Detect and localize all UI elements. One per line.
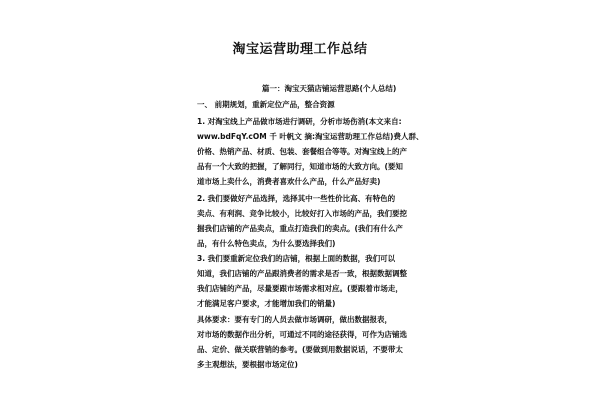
body-line: 知道，我们店铺的产品跟消费者的需求是否一致，根据数据调整 xyxy=(197,269,407,278)
body-line: 多主观想法，要根据市场定位) xyxy=(197,360,298,369)
body-line: 对市场的数据作出分析，可通过不同的途径获得，可作为店铺选 xyxy=(197,330,407,339)
section-heading: 一、 前期规划，重新定位产品，整合资源 xyxy=(197,100,335,109)
body-line: 品有一个大致的把握，了解同行，知道市场的大致方向。(要知 xyxy=(197,162,403,171)
body-line: 价格、热销产品、材质、包装、套餐组合等等。对淘宝线上的产 xyxy=(197,147,407,156)
document-title: 淘宝运营助理工作总结 xyxy=(232,42,368,57)
body-line: www.bdFqY.cOM 千 叶帆文 摘:淘宝运营助理工作总结)费人群、 xyxy=(197,132,424,141)
document-subtitle: 篇一：淘宝天猫店铺运营思路(个人总结) xyxy=(262,84,397,93)
body-line: 品，有什么特色卖点，为什么要选择我们) xyxy=(197,239,336,248)
body-line: 3. 我们要重新定位我们的店铺，根据上面的数据，我们可以 xyxy=(197,254,396,263)
body-line: 掘我们店铺的产品卖点，重点打造我们的卖点。(我们有什么产 xyxy=(197,224,403,233)
body-line: 2. 我们要做好产品选择，选择其中一些性价比高、有特色的 xyxy=(197,194,396,203)
body-line: 品、定价、做关联营销的参考。(要做到用数据说话，不要带太 xyxy=(197,345,403,354)
body-line: 具体要求：要有专门的人员去做市场调研，做出数据报表， xyxy=(197,315,392,324)
body-line: 我们店铺的产品，尽量要跟市场需求相对应。(要跟着市场走， xyxy=(197,284,403,293)
body-line: 1. 对淘宝线上产品做市场进行调研，分析市场伤消(本文来自: xyxy=(197,117,402,126)
body-line: 才能满足客户要求，才能增加我们的销量) xyxy=(197,299,336,308)
body-line: 道市场上卖什么，消费者喜欢什么产品，什么产品好卖) xyxy=(197,177,381,186)
body-line: 卖点、有利润、竞争比较小，比较好打入市场的产品，我们要挖 xyxy=(197,209,407,218)
